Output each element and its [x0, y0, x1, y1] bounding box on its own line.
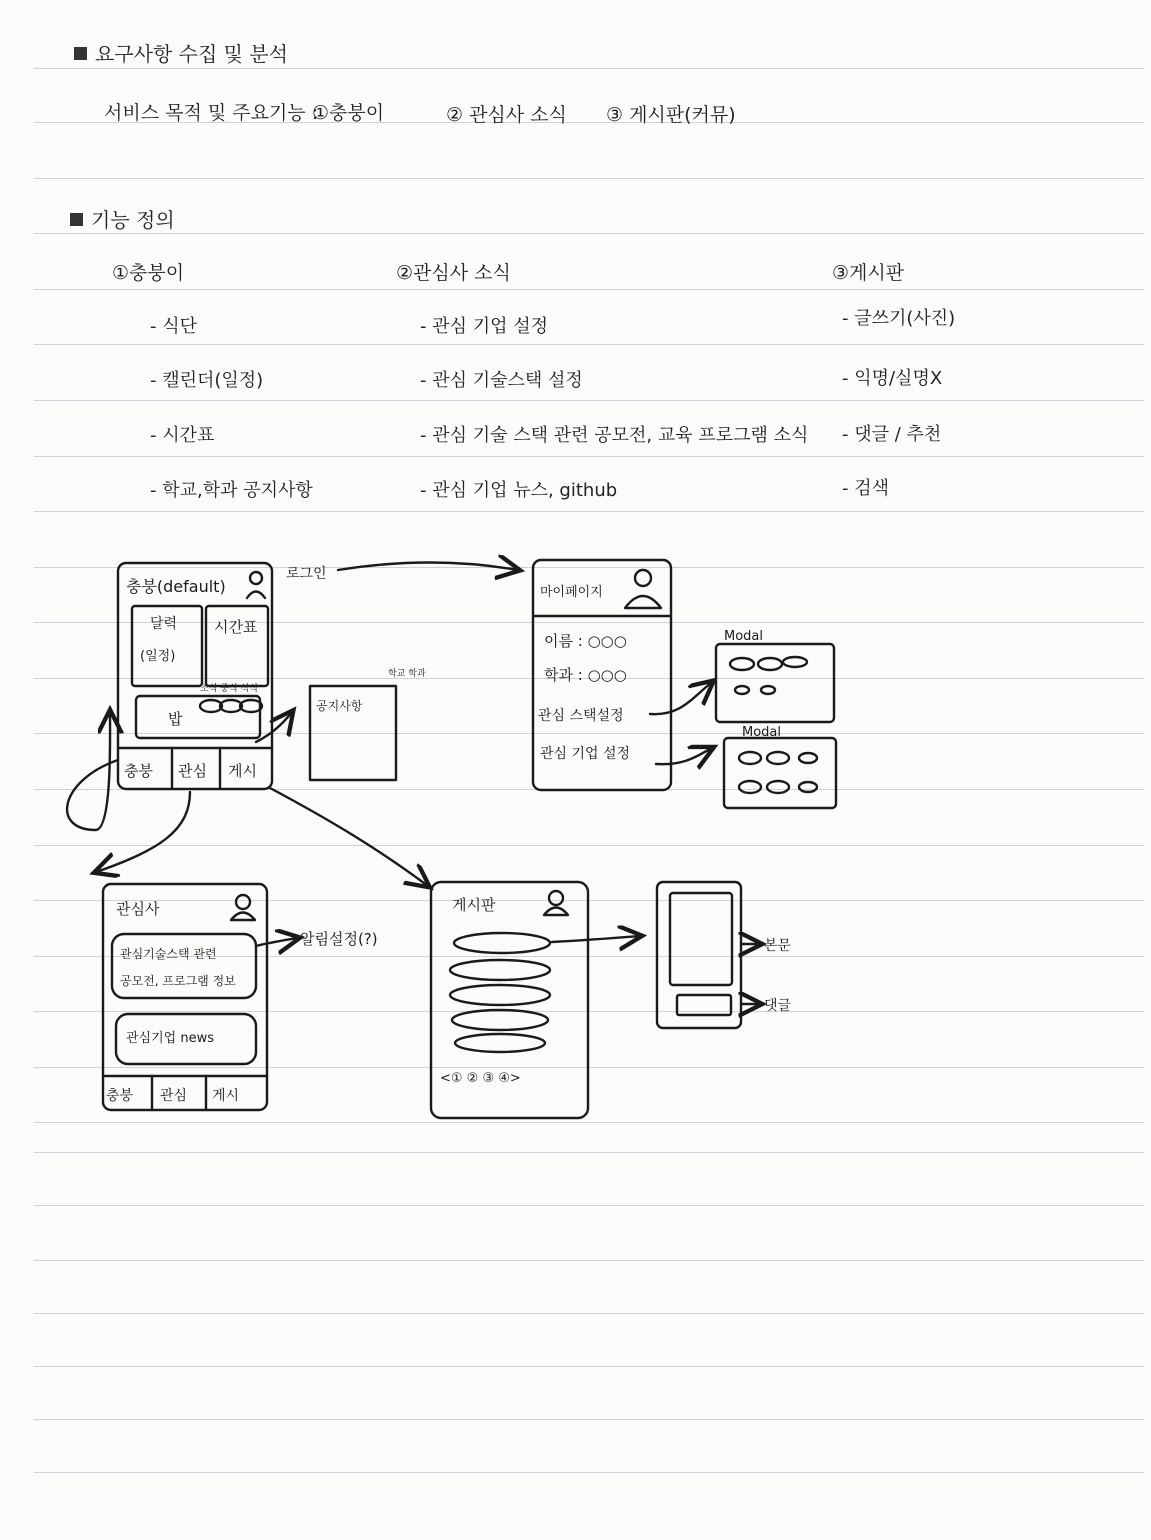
col1-title: ①충붕이 [112, 262, 185, 284]
board-title: 게시판 [452, 896, 496, 914]
board-pagination: <① ② ③ ④> [440, 1071, 521, 1086]
meal-oval [220, 700, 242, 712]
meal-oval [200, 700, 222, 712]
mypage-name-row: 이름 : ○○○ [544, 632, 627, 650]
modal-oval [761, 686, 775, 694]
user-icon [231, 913, 255, 921]
home-title: 충붕(default) [126, 577, 226, 596]
notice-title: 공지사항 [316, 699, 363, 713]
post-item [454, 933, 550, 953]
mypage-company-row: 관심 기업 설정 [540, 746, 631, 762]
post-item [452, 1010, 548, 1030]
modal-oval [799, 753, 817, 763]
arrow-to-board [270, 788, 428, 886]
feature-3: ③ 게시판(커뮤) [606, 104, 736, 126]
section1-title: 요구사항 수집 및 분석 [74, 38, 288, 67]
tab-chungbung: 충붕 [106, 1088, 134, 1104]
col3-item: - 글쓰기(사진) [842, 308, 956, 329]
arrow-to-alarm [256, 938, 298, 946]
user-icon [247, 592, 265, 599]
arrow-to-interest [96, 792, 190, 872]
post-item [455, 1034, 545, 1052]
modal-company-frame [724, 738, 836, 808]
user-icon [549, 891, 563, 905]
interest-card1-line1: 관심기술스택 관련 [120, 947, 217, 961]
arrow-to-notice [256, 712, 292, 742]
mypage-title: 마이페이지 [540, 585, 603, 600]
detail-comment-label: 댓글 [764, 998, 792, 1014]
col3-item: - 댓글 / 추천 [842, 424, 942, 445]
notice-note: 학교 학과 [388, 669, 426, 679]
col1-item: - 캘린더(일정) [150, 370, 264, 391]
col2-item: - 관심 기업 뉴스, github [420, 480, 618, 501]
purpose-label: 서비스 목적 및 주요기능 : [104, 102, 319, 124]
interest-card1-line2: 공모전, 프로그램 정보 [120, 974, 236, 988]
modal-oval [739, 752, 761, 764]
section2-title: 기능 정의 [70, 204, 175, 233]
feature-1: ①충붕이 [312, 102, 385, 124]
alarm-label: 알림설정(?) [300, 930, 378, 948]
modal-oval [730, 658, 754, 670]
modal-stack-frame [716, 644, 834, 722]
tab-board: 게시 [228, 762, 257, 780]
user-icon [635, 570, 651, 586]
col2-item: - 관심 기술 스택 관련 공모전, 교육 프로그램 소식 [420, 425, 809, 446]
arrow-to-modal1 [650, 682, 712, 714]
user-icon [625, 596, 661, 608]
mypage-stack-row: 관심 스택설정 [538, 708, 624, 724]
modal2-label: Modal [742, 725, 781, 740]
col2-item: - 관심 기술스택 설정 [420, 370, 583, 391]
mypage-dept-row: 학과 : ○○○ [544, 666, 627, 684]
feature-2: ② 관심사 소식 [446, 104, 567, 126]
modal-oval [739, 781, 761, 793]
user-icon [544, 908, 568, 916]
tab-chungbung: 충붕 [124, 762, 153, 780]
calendar-label: 달력 [150, 616, 178, 632]
col1-item: - 시간표 [150, 425, 215, 446]
meal-note: 조식 중식 석식 [200, 684, 258, 694]
calendar-sublabel: (일정) [140, 649, 176, 664]
modal1-label: Modal [724, 629, 763, 644]
arrow-to-modal2 [656, 748, 712, 764]
post-item [450, 960, 550, 980]
modal-oval [799, 782, 817, 792]
tab-interest: 관심 [178, 762, 207, 780]
user-icon [250, 572, 262, 584]
post-item [450, 985, 550, 1005]
modal-oval [783, 657, 807, 667]
meal-oval [240, 700, 262, 712]
col3-item: - 검색 [842, 478, 889, 499]
interest-card2: 관심기업 news [126, 1031, 215, 1046]
modal-oval [767, 752, 789, 764]
col2-title: ②관심사 소식 [396, 262, 511, 284]
arrow-loop-home [67, 712, 118, 830]
col1-item: - 식단 [150, 316, 197, 337]
col3-item: - 익명/실명X [842, 368, 943, 389]
timetable-label: 시간표 [214, 618, 258, 636]
user-icon [236, 895, 250, 909]
arrow-to-detail [552, 936, 640, 942]
interest-title: 관심사 [116, 900, 160, 918]
modal-oval [735, 686, 749, 694]
detail-body-label: 본문 [764, 938, 792, 954]
login-label: 로그인 [286, 566, 327, 582]
detail-comment-box [677, 995, 731, 1015]
col3-title: ③게시판 [832, 262, 905, 284]
meal-label: 밥 [168, 710, 183, 728]
col1-item: - 학교,학과 공지사항 [150, 480, 313, 501]
modal-oval [767, 781, 789, 793]
detail-body-box [670, 893, 732, 985]
tab-board: 게시 [212, 1088, 240, 1104]
modal-oval [758, 658, 782, 670]
tab-interest: 관심 [160, 1088, 188, 1104]
col2-item: - 관심 기업 설정 [420, 316, 548, 337]
interest-card-contest [112, 934, 256, 998]
arrow-to-mypage [338, 563, 518, 571]
